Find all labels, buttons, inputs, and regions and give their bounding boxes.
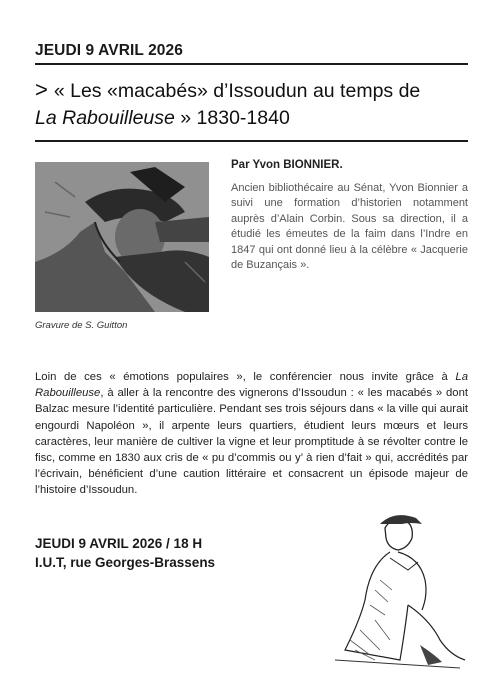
body-p2: , à aller à la rencontre des vignerons d’Issoudun : « les macabés » dont Balzac mesure l’identité particulière. Pendant ses trois séjours dans « la ville qui aurait engourdi Napoléon », il arpente leurs quartiers, étudient leurs mœurs et leurs caractères, leur manière de cultiver la vigne et leur promptitude à se révolter contre le fisc, comme en 1830 aux cris de « pu d’commis ou y’ à rien d’fait » qui, accrédités par l’écrivain, bénéficient d’une caution littéraire et consacrent un épisode majeur de l’histoire d’Issoudun. (35, 387, 468, 497)
author-bio: Ancien bibliothécaire au Sénat, Yvon Bionnier a suivi une formation d’historien notamment auprès d’Alain Corbin. Sous sa direction, il a étudié les émeutes de la faim dans l’Indre en 1847 qui ont donné lieu à la célèbre « Jacquerie de Buzançais ». (231, 182, 468, 272)
woman-illustration (330, 510, 470, 670)
title-part2: » 1830-1840 (174, 107, 290, 129)
author-prefix: Par Yvon (231, 159, 284, 171)
top-divider (35, 63, 468, 65)
header-date: JEUDI 9 AVRIL 2026 (35, 42, 183, 59)
event-place: I.U.T, rue Georges-Brassens (35, 555, 216, 570)
event-datetime: JEUDI 9 AVRIL 2026 / 18 H (35, 536, 203, 551)
body-p1: Loin de ces « émotions populaires », le conférencier nous invite grâce à (35, 371, 456, 383)
title-italic: La Rabouilleuse (35, 107, 175, 129)
event-title (35, 76, 475, 132)
author-name: BIONNIER. (283, 159, 343, 171)
title-part1: « Les «macabés» d’Issoudun au temps de (53, 80, 421, 102)
image-caption: Gravure de S. Guitton (35, 320, 128, 331)
body-paragraph (35, 369, 468, 499)
body-italic: La Rabouilleuse (35, 371, 468, 400)
title-divider (35, 140, 468, 142)
author-line (231, 159, 343, 171)
gravure-image (35, 162, 209, 312)
arrow-icon: > (35, 77, 48, 102)
